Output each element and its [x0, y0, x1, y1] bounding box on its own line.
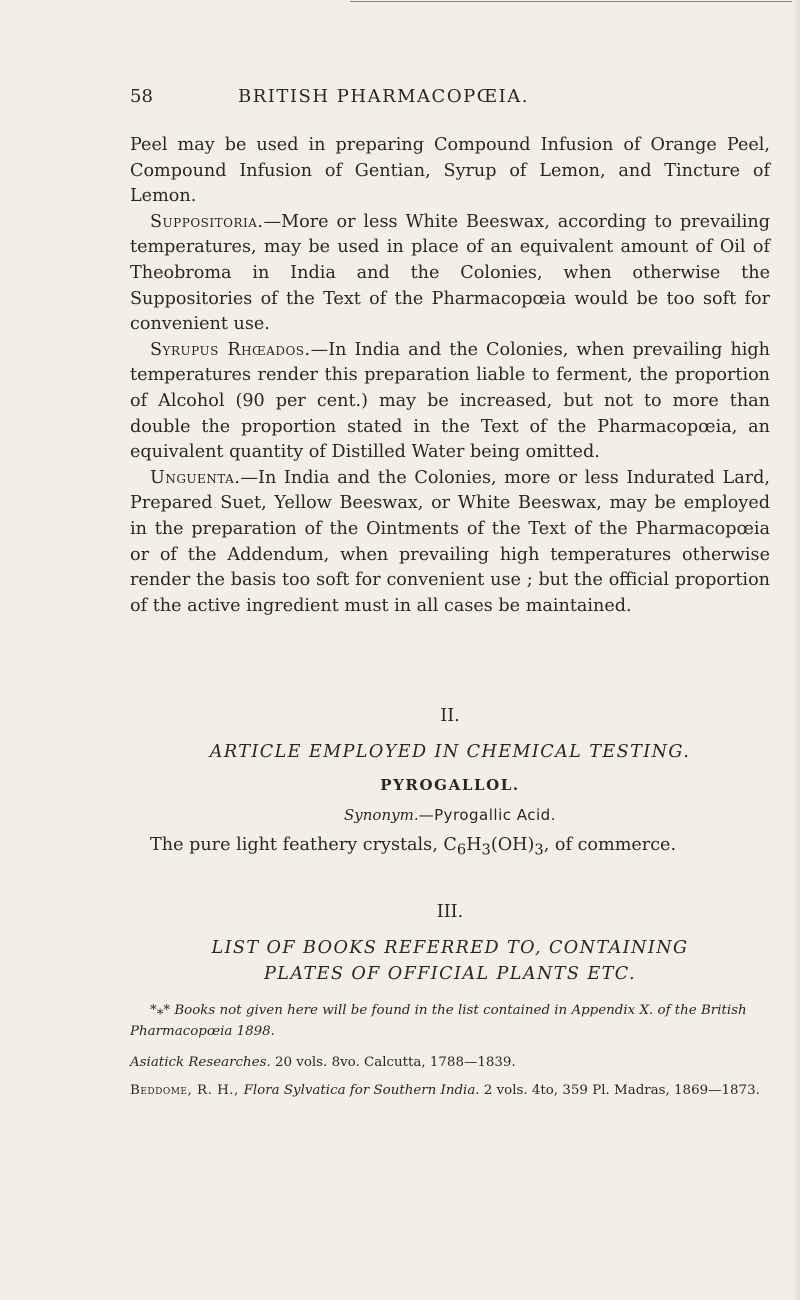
unguenta-heading: Unguenta.	[150, 467, 241, 488]
desc-text-3: (OH)	[490, 835, 535, 855]
books-note: *⁎* Books not given here will be found in the list contained in Appendix X. of the British Pharmacopœia 1898.	[130, 1003, 747, 1039]
synonym-label: Synonym.	[344, 806, 419, 824]
syrupus-heading: Syrupus Rhœados.	[150, 339, 311, 360]
desc-text-2: H	[466, 835, 482, 855]
suppositoria-paragraph	[130, 210, 770, 338]
reference-item	[130, 1052, 770, 1073]
pyrogallol-description	[150, 835, 770, 859]
page-header	[130, 86, 770, 112]
body-text	[130, 133, 770, 619]
running-title: BRITISH PHARMACOPŒIA.	[238, 86, 529, 107]
formula-sub-1: 6	[456, 841, 467, 859]
drug-name: PYROGALLOL.	[380, 776, 520, 794]
page-number: 58	[130, 86, 153, 107]
top-edge-rule	[350, 1, 800, 2]
section-iii-title-line2: PLATES OF OFFICIAL PLANTS ETC.	[264, 964, 636, 984]
desc-text-1: The pure light feathery crystals, C	[150, 835, 457, 855]
desc-text-4: , of commerce.	[543, 835, 677, 855]
syrupus-text: —In India and the Colonies, when prevailing high temperatures render this preparation liable to ferment, the proportion of Alcohol (90 per cent.) may be increased, but not to more than double the proportion stated in the Text of the Pharmacopœia, an equivalent quantity of Distilled Water being omitted.	[130, 339, 770, 463]
section-iii-title-line1: LIST OF BOOKS REFERRED TO, CONTAINING	[211, 938, 689, 958]
syrupus-paragraph	[130, 338, 770, 466]
peel-paragraph: Peel may be used in preparing Compound Infusion of Orange Peel, Compound Infusion of Gentian, Syrup of Lemon, and Tincture of Lemon.	[130, 135, 770, 207]
synonym-value: —Pyrogallic Acid.	[418, 806, 556, 824]
reference-author: Beddome, R. H.,	[130, 1083, 244, 1098]
synonym-line	[130, 806, 770, 824]
reference-details: 20 vols. 8vo. Calcutta, 1788—1839.	[270, 1055, 516, 1070]
unguenta-text: —In India and the Colonies, more or less Indurated Lard, Prepared Suet, Yellow Beeswax, or White Beeswax, may be employed in the preparation of the Ointments of the Text of the Pharmacopœia or of the Addendum, when prevailing high temperatures otherwise render the basis too soft for convenient use ; but the official proportion of the active ingredient must in all cases be maintained.	[130, 467, 770, 616]
formula-sub-3: 3	[534, 841, 544, 859]
suppositoria-heading: Suppositoria.	[150, 211, 264, 232]
suppositoria-text: —More or less White Beeswax, according to prevailing temperatures, may be used in place of an equivalent amount of Oil of Theobroma in India and the Colonies, when otherwise the Suppositories of the Text of the Pharmacopœia would be too soft for convenient use.	[130, 211, 770, 335]
reference-details: 2 vols. 4to, 359 Pl. Madras, 1869—1873.	[479, 1083, 760, 1098]
reference-item	[130, 1080, 770, 1101]
reference-title: Flora Sylvatica for Southern India.	[243, 1083, 480, 1098]
reference-title: Asiatick Researches.	[130, 1055, 271, 1070]
section-ii-title: ARTICLE EMPLOYED IN CHEMICAL TESTING.	[209, 742, 691, 762]
unguenta-paragraph	[130, 466, 770, 620]
section-ii-numeral: II.	[440, 706, 460, 726]
section-iii-numeral: III.	[436, 902, 464, 922]
page-edge-shadow	[792, 0, 800, 1300]
formula-sub-2: 3	[481, 841, 491, 859]
